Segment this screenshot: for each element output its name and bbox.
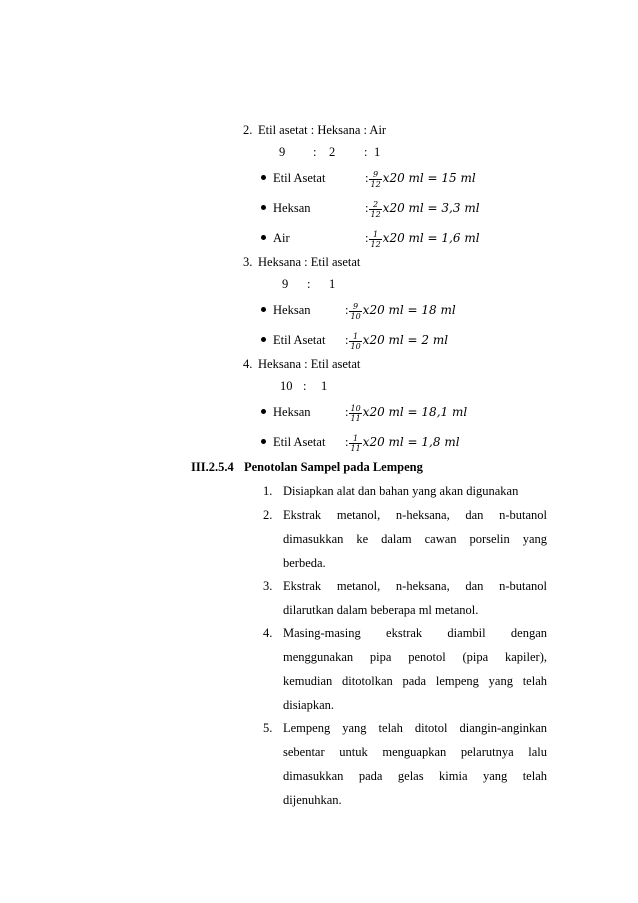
solvent-label: Etil Asetat xyxy=(273,435,326,449)
step-text: Ekstrak metanol, n-heksana, dan n-butanol xyxy=(283,579,547,593)
solvent-label: Heksan xyxy=(273,303,311,317)
ratio-value: 1 xyxy=(329,277,336,291)
formula-expression: x20 ml = 3,3 ml xyxy=(382,201,480,215)
step-text: kemudian ditotolkan pada lempeng yang telah xyxy=(283,674,547,688)
list-item-title: Heksana : Etil asetat xyxy=(258,357,361,371)
bullet-icon xyxy=(261,409,266,414)
formula xyxy=(365,194,480,222)
solvent-label: Heksan xyxy=(273,201,311,215)
step-number: 1. xyxy=(263,484,273,498)
list-item-title: Heksana : Etil asetat xyxy=(258,255,361,269)
ratio-separator: : xyxy=(307,277,311,291)
colon: : xyxy=(365,231,369,245)
formula-expression: x20 ml = 15 ml xyxy=(382,171,476,185)
solvent-label: Etil Asetat xyxy=(273,171,326,185)
step-text: dijenuhkan. xyxy=(283,793,342,807)
bullet-icon xyxy=(261,337,266,342)
list-number: 2. xyxy=(243,123,253,137)
ratio-value: 9 xyxy=(282,277,289,291)
bullet-icon xyxy=(261,205,266,210)
step-text: dilarutkan dalam beberapa ml metanol. xyxy=(283,603,479,617)
fraction: $\frac{9}{12}$ xyxy=(370,169,381,189)
ratio-value: 1 xyxy=(374,145,381,159)
bullet-icon xyxy=(261,175,266,180)
step-text: sebentar untuk menguapkan pelarutnya lalu xyxy=(283,745,547,759)
step-text: Lempeng yang telah ditotol diangin-anginkan xyxy=(283,721,547,735)
step-number: 2. xyxy=(263,508,273,522)
colon: : xyxy=(345,303,349,317)
ratio-value: 10 xyxy=(280,379,293,393)
fraction: $\frac{9}{10}$ xyxy=(350,301,361,321)
step-text: Disiapkan alat dan bahan yang akan digunakan xyxy=(283,484,519,498)
step-text: dimasukkan pada gelas kimia yang telah xyxy=(283,769,547,783)
formula xyxy=(345,398,467,426)
bullet-icon xyxy=(261,307,266,312)
formula xyxy=(365,224,480,252)
ratio-value: 1 xyxy=(321,379,328,393)
colon: : xyxy=(345,435,349,449)
formula xyxy=(345,428,460,456)
fraction: $\frac{1}{10}$ xyxy=(350,331,361,351)
bullet-icon xyxy=(261,439,266,444)
solvent-label: Heksan xyxy=(273,405,311,419)
step-text: dimasukkan ke dalam cawan porselin yang xyxy=(283,532,547,546)
section-title: Penotolan Sampel pada Lempeng xyxy=(244,460,423,474)
ratio-separator: : xyxy=(313,145,317,159)
solvent-label: Air xyxy=(273,231,290,245)
formula-expression: x20 ml = 18 ml xyxy=(362,303,456,317)
formula-expression: x20 ml = 18,1 ml xyxy=(362,405,468,419)
fraction: $\frac{1}{12}$ xyxy=(370,229,381,249)
step-text: Masing-masing ekstrak diambil dengan xyxy=(283,626,547,640)
list-number: 4. xyxy=(243,357,253,371)
formula xyxy=(345,296,456,324)
step-text: Ekstrak metanol, n-heksana, dan n-butanol xyxy=(283,508,547,522)
list-item-title: Etil asetat : Heksana : Air xyxy=(258,123,387,137)
colon: : xyxy=(345,333,349,347)
ratio-separator: : xyxy=(303,379,307,393)
fraction: $\frac{2}{12}$ xyxy=(370,199,381,219)
ratio-separator: : xyxy=(364,145,368,159)
ratio-value: 9 xyxy=(279,145,286,159)
step-text: menggunakan pipa penotol (pipa kapiler), xyxy=(283,650,547,664)
step-number: 5. xyxy=(263,721,273,735)
step-number: 4. xyxy=(263,626,273,640)
step-number: 3. xyxy=(263,579,273,593)
ratio-value: 2 xyxy=(329,145,336,159)
fraction: $\frac{10}{11}$ xyxy=(350,403,361,423)
colon: : xyxy=(345,405,349,419)
step-text: disiapkan. xyxy=(283,698,335,712)
bullet-icon xyxy=(261,235,266,240)
step-text: berbeda. xyxy=(283,556,326,570)
section-number: III.2.5.4 xyxy=(191,460,234,474)
colon: : xyxy=(365,201,369,215)
formula-expression: x20 ml = 1,6 ml xyxy=(382,231,480,245)
list-number: 3. xyxy=(243,255,253,269)
formula xyxy=(365,164,476,192)
formula-expression: x20 ml = 1,8 ml xyxy=(362,435,460,449)
colon: : xyxy=(365,171,369,185)
solvent-label: Etil Asetat xyxy=(273,333,326,347)
formula-expression: x20 ml = 2 ml xyxy=(362,333,449,347)
fraction: $\frac{1}{11}$ xyxy=(350,433,361,453)
formula xyxy=(345,326,448,354)
